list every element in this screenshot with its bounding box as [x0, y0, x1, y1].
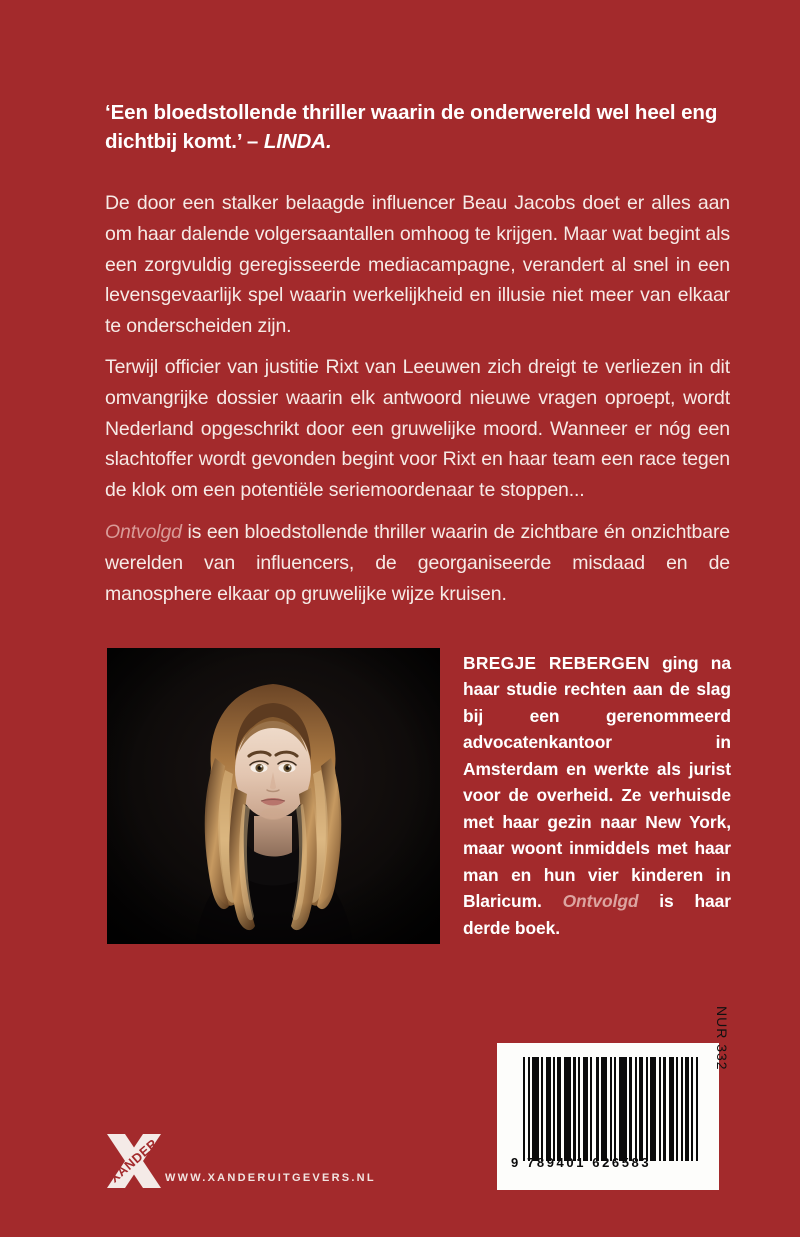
review-quote — [105, 98, 730, 156]
barcode-graphic — [497, 1043, 683, 1190]
author-photo — [107, 648, 440, 944]
xander-x-logo-icon — [103, 1128, 165, 1194]
nur-code-container — [683, 1006, 730, 1190]
barcode-block — [497, 1006, 730, 1190]
book-title-italic-bio: Ontvolgd — [562, 891, 639, 912]
barcode-number: 9 789401 626583 — [511, 1155, 652, 1170]
blurb-paragraph-3 — [105, 517, 730, 609]
author-portrait-illustration — [107, 648, 440, 944]
book-title-italic: Ontvolgd — [105, 521, 182, 543]
svg-text:XANDER: XANDER — [106, 1135, 161, 1186]
author-name: BREGJE REBERGEN — [463, 653, 650, 673]
nur-code: NUR 332 — [714, 1006, 730, 1071]
author-bio-text-2: is haar derde boek. — [463, 891, 731, 938]
barcode-bars — [523, 1057, 698, 1161]
blurb-paragraph-3-text: is een bloedstollende thriller waarin de zichtbare én onzichtbare werelden van influencers, de georganiseerde misdaad en de manosphere elkaar op gruwelijke wijze kruisen. — [105, 521, 730, 605]
blurb-paragraph-1: De door een stalker belaagde influencer Beau Jacobs doet er alles aan om haar dalende volgersaantallen omhoog te krijgen. Maar wat begint als een zorgvuldig geregisseerde mediacampagne, verandert al snel in een levensgevaarlijk spel waarin werkelijkheid en illusie niet meer van elkaar te onderscheiden zijn. — [105, 192, 730, 338]
blurb-paragraph-2: Terwijl officier van justitie Rixt van Leeuwen zich dreigt te verliezen in dit omvangrijke dossier waarin elk antwoord nieuwe vragen oproept, wordt Nederland opgeschrikt door een gruwelijke moord. Wanneer er nóg een slachtoffer wordt gevonden begint voor Rixt en haar team een race tegen de klok om een potentiële seriemoordenaar te stoppen... — [105, 356, 730, 502]
publisher-website: WWW.XANDERUITGEVERS.NL — [165, 1172, 376, 1184]
author-bio-text-1: ging na haar studie rechten aan de slag bij een gerenommeerd advocatenkantoor in Amsterdam en werkte als jurist voor de overheid. Ze verhuisde met haar gezin naar New York, maar woont inmiddels met haar man en hun vier kinderen in Blaricum. — [463, 653, 731, 912]
author-bio — [463, 650, 731, 941]
review-quote-text: ‘Een bloedstollende thriller waarin de onderwereld wel heel eng dichtbij komt.’ – — [105, 101, 718, 154]
review-source: LINDA. — [263, 130, 332, 154]
publisher-logo — [103, 1128, 165, 1194]
